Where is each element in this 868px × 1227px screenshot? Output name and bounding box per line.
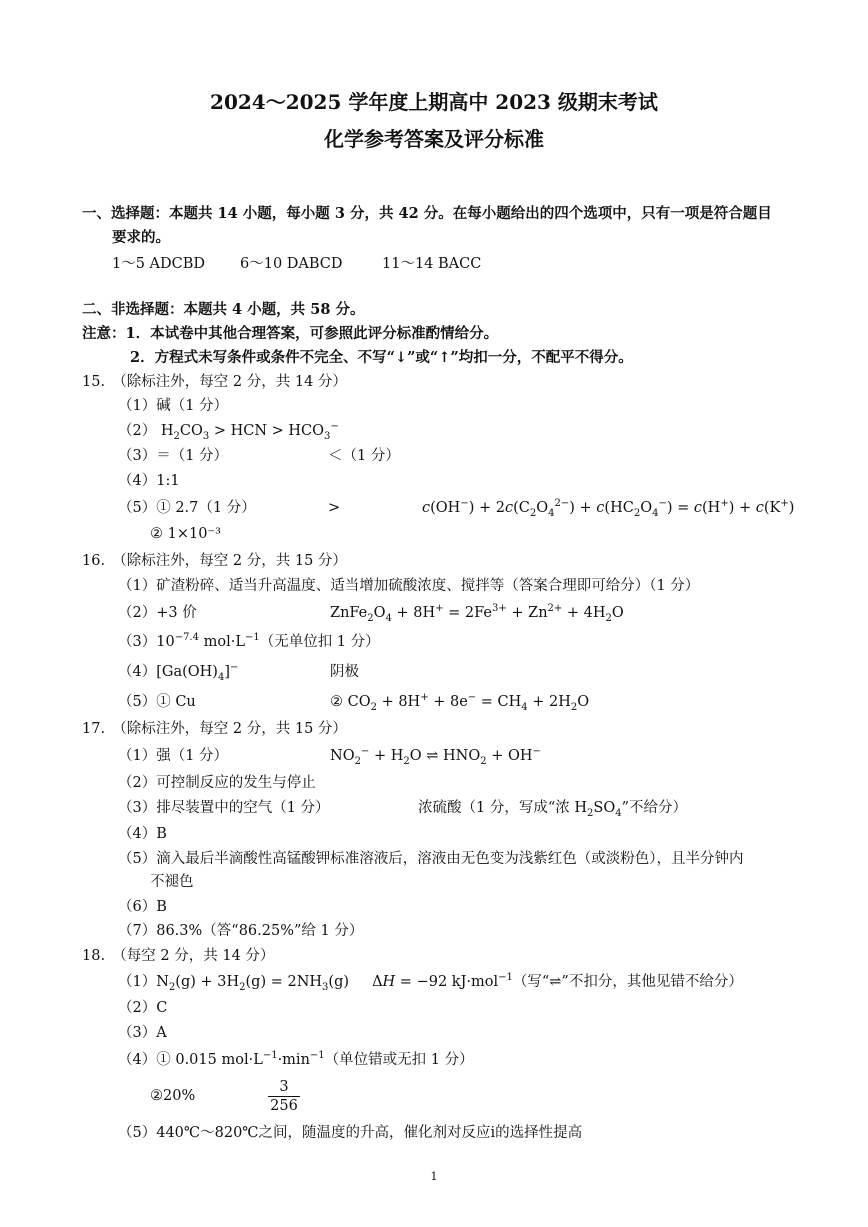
q17-answer-6: （6）B [118, 899, 167, 915]
q16-answer-1: （1）矿渣粉碎、适当升高温度、适当增加硫酸浓度、搅拌等（答案合理即可给分）（1 分） [118, 578, 700, 594]
q17-answer-3a: （3）排尽装置中的空气（1 分） [118, 800, 330, 816]
fraction-numerator: 3 [268, 1078, 300, 1097]
q15-answer-3a: （3）＝（1 分） [118, 448, 229, 464]
section2-heading: 二、非选择题：本题共 4 小题，共 58 分。 [82, 301, 365, 318]
q16-heading: 16. （除标注外，每空 2 分，共 15 分） [82, 553, 347, 569]
mc-answers-6-10: 6～10 DABCD [240, 256, 343, 272]
q18-answer-4b: ②20% [150, 1088, 196, 1104]
q16-answer-3-label: （3） [118, 634, 157, 650]
q16-answer-3: $(3)10^{-7.4}$ $mol\cdot L^{-1}$（无单位扣 1 分） [118, 632, 380, 650]
section1-heading-cont: 要求的。 [112, 229, 170, 246]
page-title: 2024～2025 学年度上期高中 2023 级期末考试 [210, 90, 658, 114]
q15-answer-5c: ② 1×10⁻³ [150, 526, 221, 542]
q17-hydrolysis-equation: $NO_2^- + H_2O$ ⇌ $HNO_2 + OH^-$ [330, 746, 541, 767]
q17-answer-7: （7）86.3%（答“86.25%”给 1 分） [118, 923, 364, 939]
page-subtitle: 化学参考答案及评分标准 [324, 127, 544, 151]
q18-answer-1-label: （1） [118, 974, 157, 990]
q15-answer-3b: ＜（1 分） [328, 448, 400, 464]
q15-heading: 15. （除标注外，每空 2 分，共 14 分） [82, 374, 347, 390]
q15-answer-5b: > [328, 500, 341, 516]
q18-answer-2: （2）C [118, 1000, 168, 1016]
q18-answer-4c-fraction [268, 1078, 300, 1115]
q18-answer-5: （5）440℃～820℃之间，随温度的升高，催化剂对反应ⅰ的选择性提高 [118, 1125, 583, 1141]
q17-answer-2: （2）可控制反应的发生与停止 [118, 775, 316, 791]
note-1: 注意：1．本试卷中其他合理答案，可参照此评分标准酌情给分。 [82, 325, 499, 342]
q17-answer-4: （4）B [118, 826, 167, 842]
q15-answer-1: （1）碱（1 分） [118, 398, 229, 414]
mc-answers-11-14: 11～14 BACC [382, 256, 482, 272]
q17-answer-3b-post: ”不给分） [621, 800, 688, 816]
q18-answer-3: （3）A [118, 1025, 167, 1041]
q18-answer-1-note: （写“⇌”不扣分，其他见错不给分） [512, 974, 743, 990]
q15-charge-balance-equation: $c(OH^-) + 2c(C_2O_4^{2-}) + c(HC_2O_4^-) = c(H^+) + c(K^+)$ [422, 498, 795, 519]
q16-answer-5b-label: ② [330, 694, 343, 710]
q16-answer-5b: ② $CO_2 + 8H^+ + 8e^- = CH_4 + 2H_2O$ [330, 692, 590, 713]
q17-answer-5-cont: 不褪色 [150, 874, 194, 890]
mc-answers-1-5: 1～5 ADCBD [112, 256, 206, 272]
q15-answer-5a: （5）① 2.7（1 分） [118, 500, 256, 516]
q18-heading: 18. （每空 2 分，共 14 分） [82, 948, 275, 964]
section1-heading: 一、选择题：本题共 14 小题，每小题 3 分，共 42 分。在每小题给出的四个选项中，只有一项是符合题目 [82, 205, 772, 222]
q16-answer-4a: $(4)[Ga(OH)_4]^-$ [118, 662, 239, 683]
q15-answer-2-label: （2） [118, 423, 157, 439]
q16-answer-4b: 阴极 [330, 664, 359, 680]
q18-answer-1: $(1)N_2(g) + 3H_2(g) = 2NH_3(g)$ ΔH = −92 kJ·mol$^{-1}$（写“⇌”不扣分，其他见错不给分） [118, 972, 743, 993]
q16-answer-3-note: （无单位扣 1 分） [259, 634, 380, 650]
q18-answer-4a: （4）① 0.015 $mol\cdot L^{-1}\cdot\min^{-1}$（单位错或无扣 1 分） [118, 1050, 474, 1068]
q15-answer-2: （2） $H_2CO_3$ > HCN > $HCO_3^-$ [118, 421, 339, 442]
q15-answer-4: （4）1:1 [118, 473, 180, 489]
q17-answer-3b: 浓硫酸（1 分，写成“浓 $H_2SO_4$”不给分） [418, 800, 688, 819]
q18-answer-4-label: （4）① [118, 1052, 171, 1068]
q16-answer-2a: （2）+3 价 [118, 605, 197, 621]
q17-heading: 17. （除标注外，每空 2 分，共 15 分） [82, 721, 347, 737]
q16-answer-4-label: （4） [118, 664, 157, 680]
q17-answer-5: （5）滴入最后半滴酸性高锰酸钾标准溶液后，溶液由无色变为浅紫红色（或淡粉色），且半分钟内 [118, 851, 744, 867]
q17-answer-3b-pre: 浓硫酸（1 分，写成“浓 H [418, 800, 588, 816]
page-number: 1 [430, 1170, 438, 1183]
q17-answer-1a: （1）强（1 分） [118, 748, 229, 764]
q18-answer-4-note: （单位错或无扣 1 分） [324, 1052, 474, 1068]
q16-equation-dissolution: $ZnFe_2O_4 + 8H^+ = 2Fe^{3+} + Zn^{2+} + 4H_2O$ [330, 603, 624, 624]
fraction-denominator: 256 [270, 1098, 298, 1114]
note-2: 2．方程式未写条件或条件不完全、不写“↓”或“↑”均扣一分，不配平不得分。 [130, 349, 633, 366]
q16-answer-5a: （5）① Cu [118, 694, 196, 710]
